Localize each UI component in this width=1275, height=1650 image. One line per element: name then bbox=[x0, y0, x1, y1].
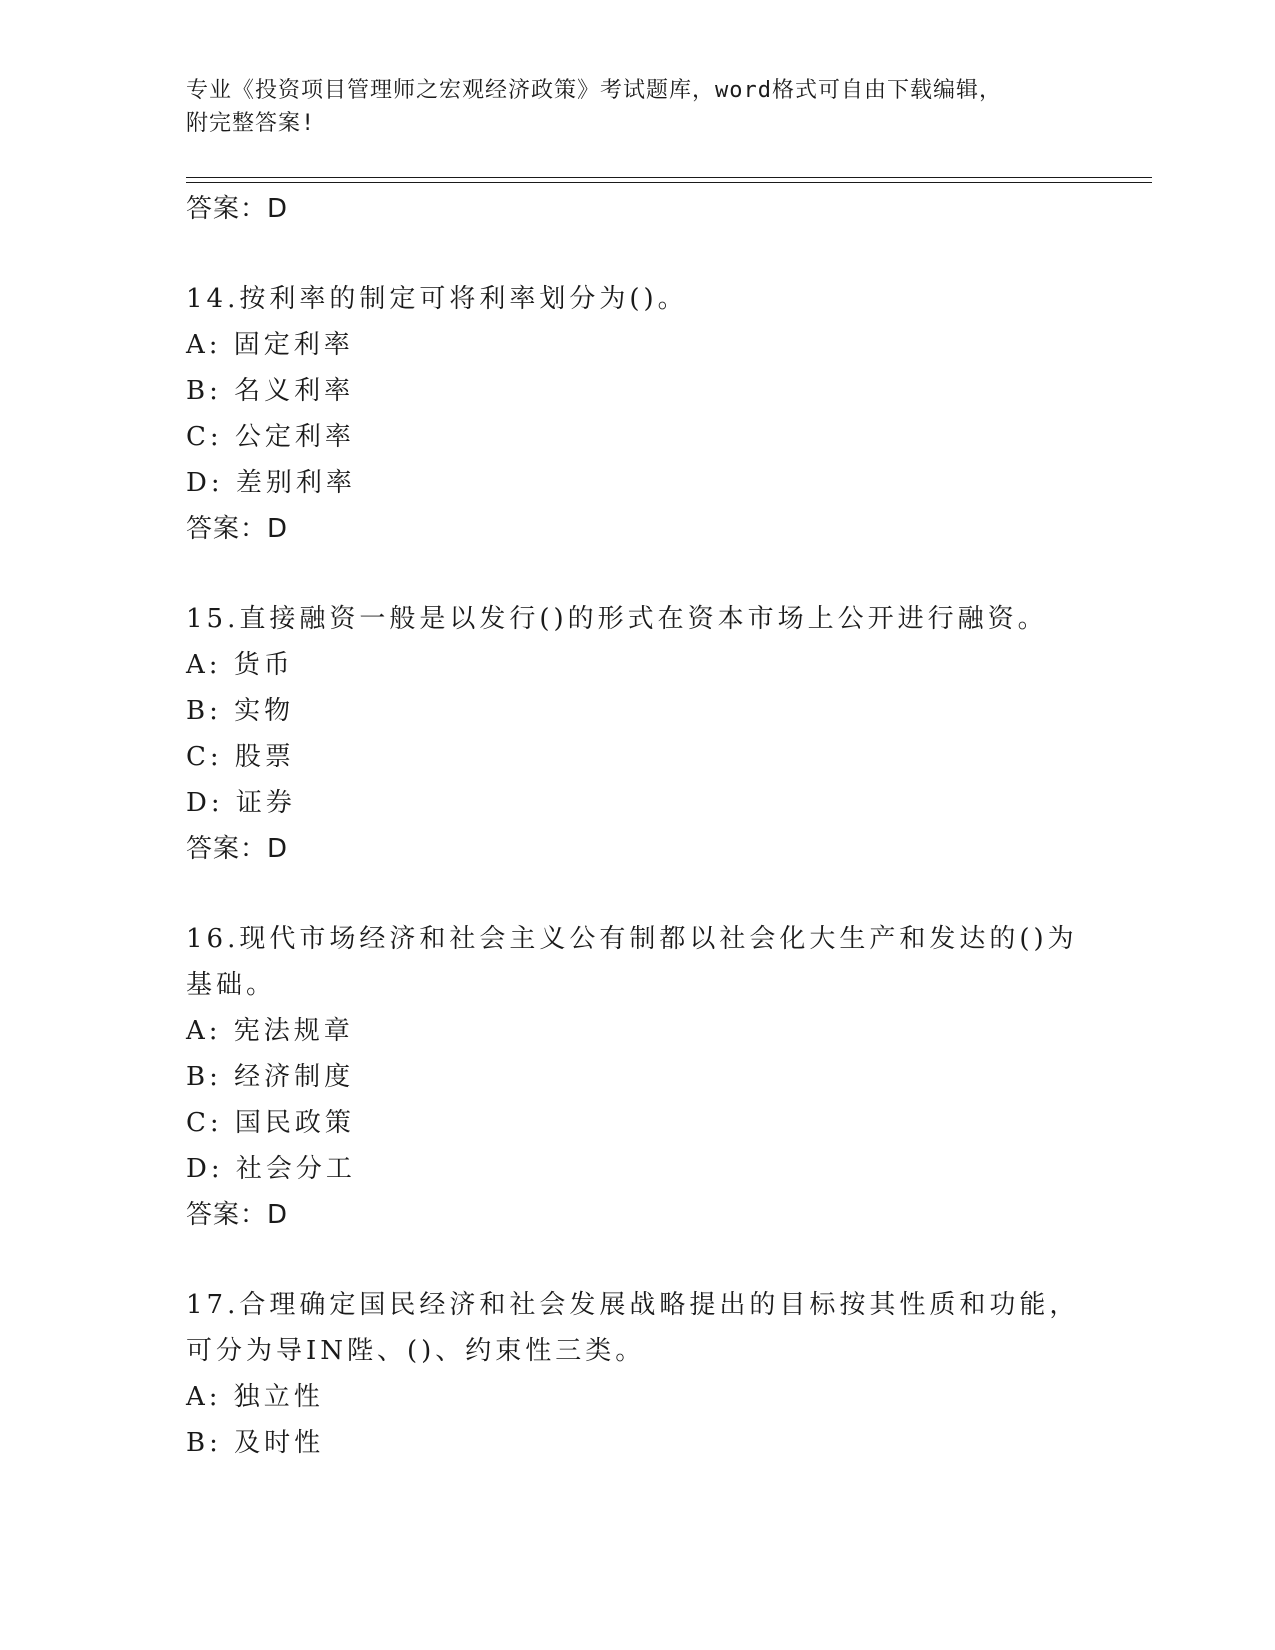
question-text: 15.直接融资一般是以发行()的形式在资本市场上公开进行融资。 bbox=[186, 604, 1048, 634]
question-item bbox=[186, 1282, 1086, 1466]
question-list bbox=[186, 186, 1086, 1466]
answer-line: 答案：D bbox=[186, 514, 289, 544]
question-text: 14.按利率的制定可将利率划分为()。 bbox=[186, 284, 688, 314]
option-b: B: 名义利率 bbox=[186, 376, 355, 406]
option-b: B: 实物 bbox=[186, 696, 295, 726]
option-a: A: 独立性 bbox=[186, 1382, 324, 1412]
document-header bbox=[186, 74, 1086, 140]
header-line-2: 附完整答案! bbox=[186, 111, 316, 136]
header-line-1: 专业《投资项目管理师之宏观经济政策》考试题库，word格式可自由下载编辑， bbox=[186, 78, 1002, 103]
question-item bbox=[186, 276, 1086, 552]
question-text: 17.合理确定国民经济和社会发展战略提出的目标按其性质和功能，可分为导IN陛、()、约束性三类。 bbox=[186, 1290, 1080, 1366]
option-c: C: 股票 bbox=[186, 742, 295, 772]
option-b: B: 及时性 bbox=[186, 1428, 325, 1458]
question-item bbox=[186, 596, 1086, 872]
option-b: B: 经济制度 bbox=[186, 1062, 355, 1092]
header-divider-bottom bbox=[186, 182, 1152, 183]
option-d: D: 社会分工 bbox=[186, 1154, 356, 1184]
option-a: A: 货币 bbox=[186, 650, 294, 680]
answer-line: 答案：D bbox=[186, 834, 289, 864]
question-text: 16.现代市场经济和社会主义公有制都以社会化大生产和发达的()为基础。 bbox=[186, 924, 1078, 1000]
option-d: D: 差别利率 bbox=[186, 468, 356, 498]
option-a: A: 宪法规章 bbox=[186, 1016, 354, 1046]
option-c: C: 公定利率 bbox=[186, 422, 355, 452]
header-divider-top bbox=[186, 177, 1152, 178]
question-item bbox=[186, 916, 1086, 1238]
option-d: D: 证券 bbox=[186, 788, 296, 818]
option-c: C: 国民政策 bbox=[186, 1108, 355, 1138]
option-a: A: 固定利率 bbox=[186, 330, 354, 360]
answer-line: 答案：D bbox=[186, 194, 289, 224]
answer-line: 答案：D bbox=[186, 1200, 289, 1230]
